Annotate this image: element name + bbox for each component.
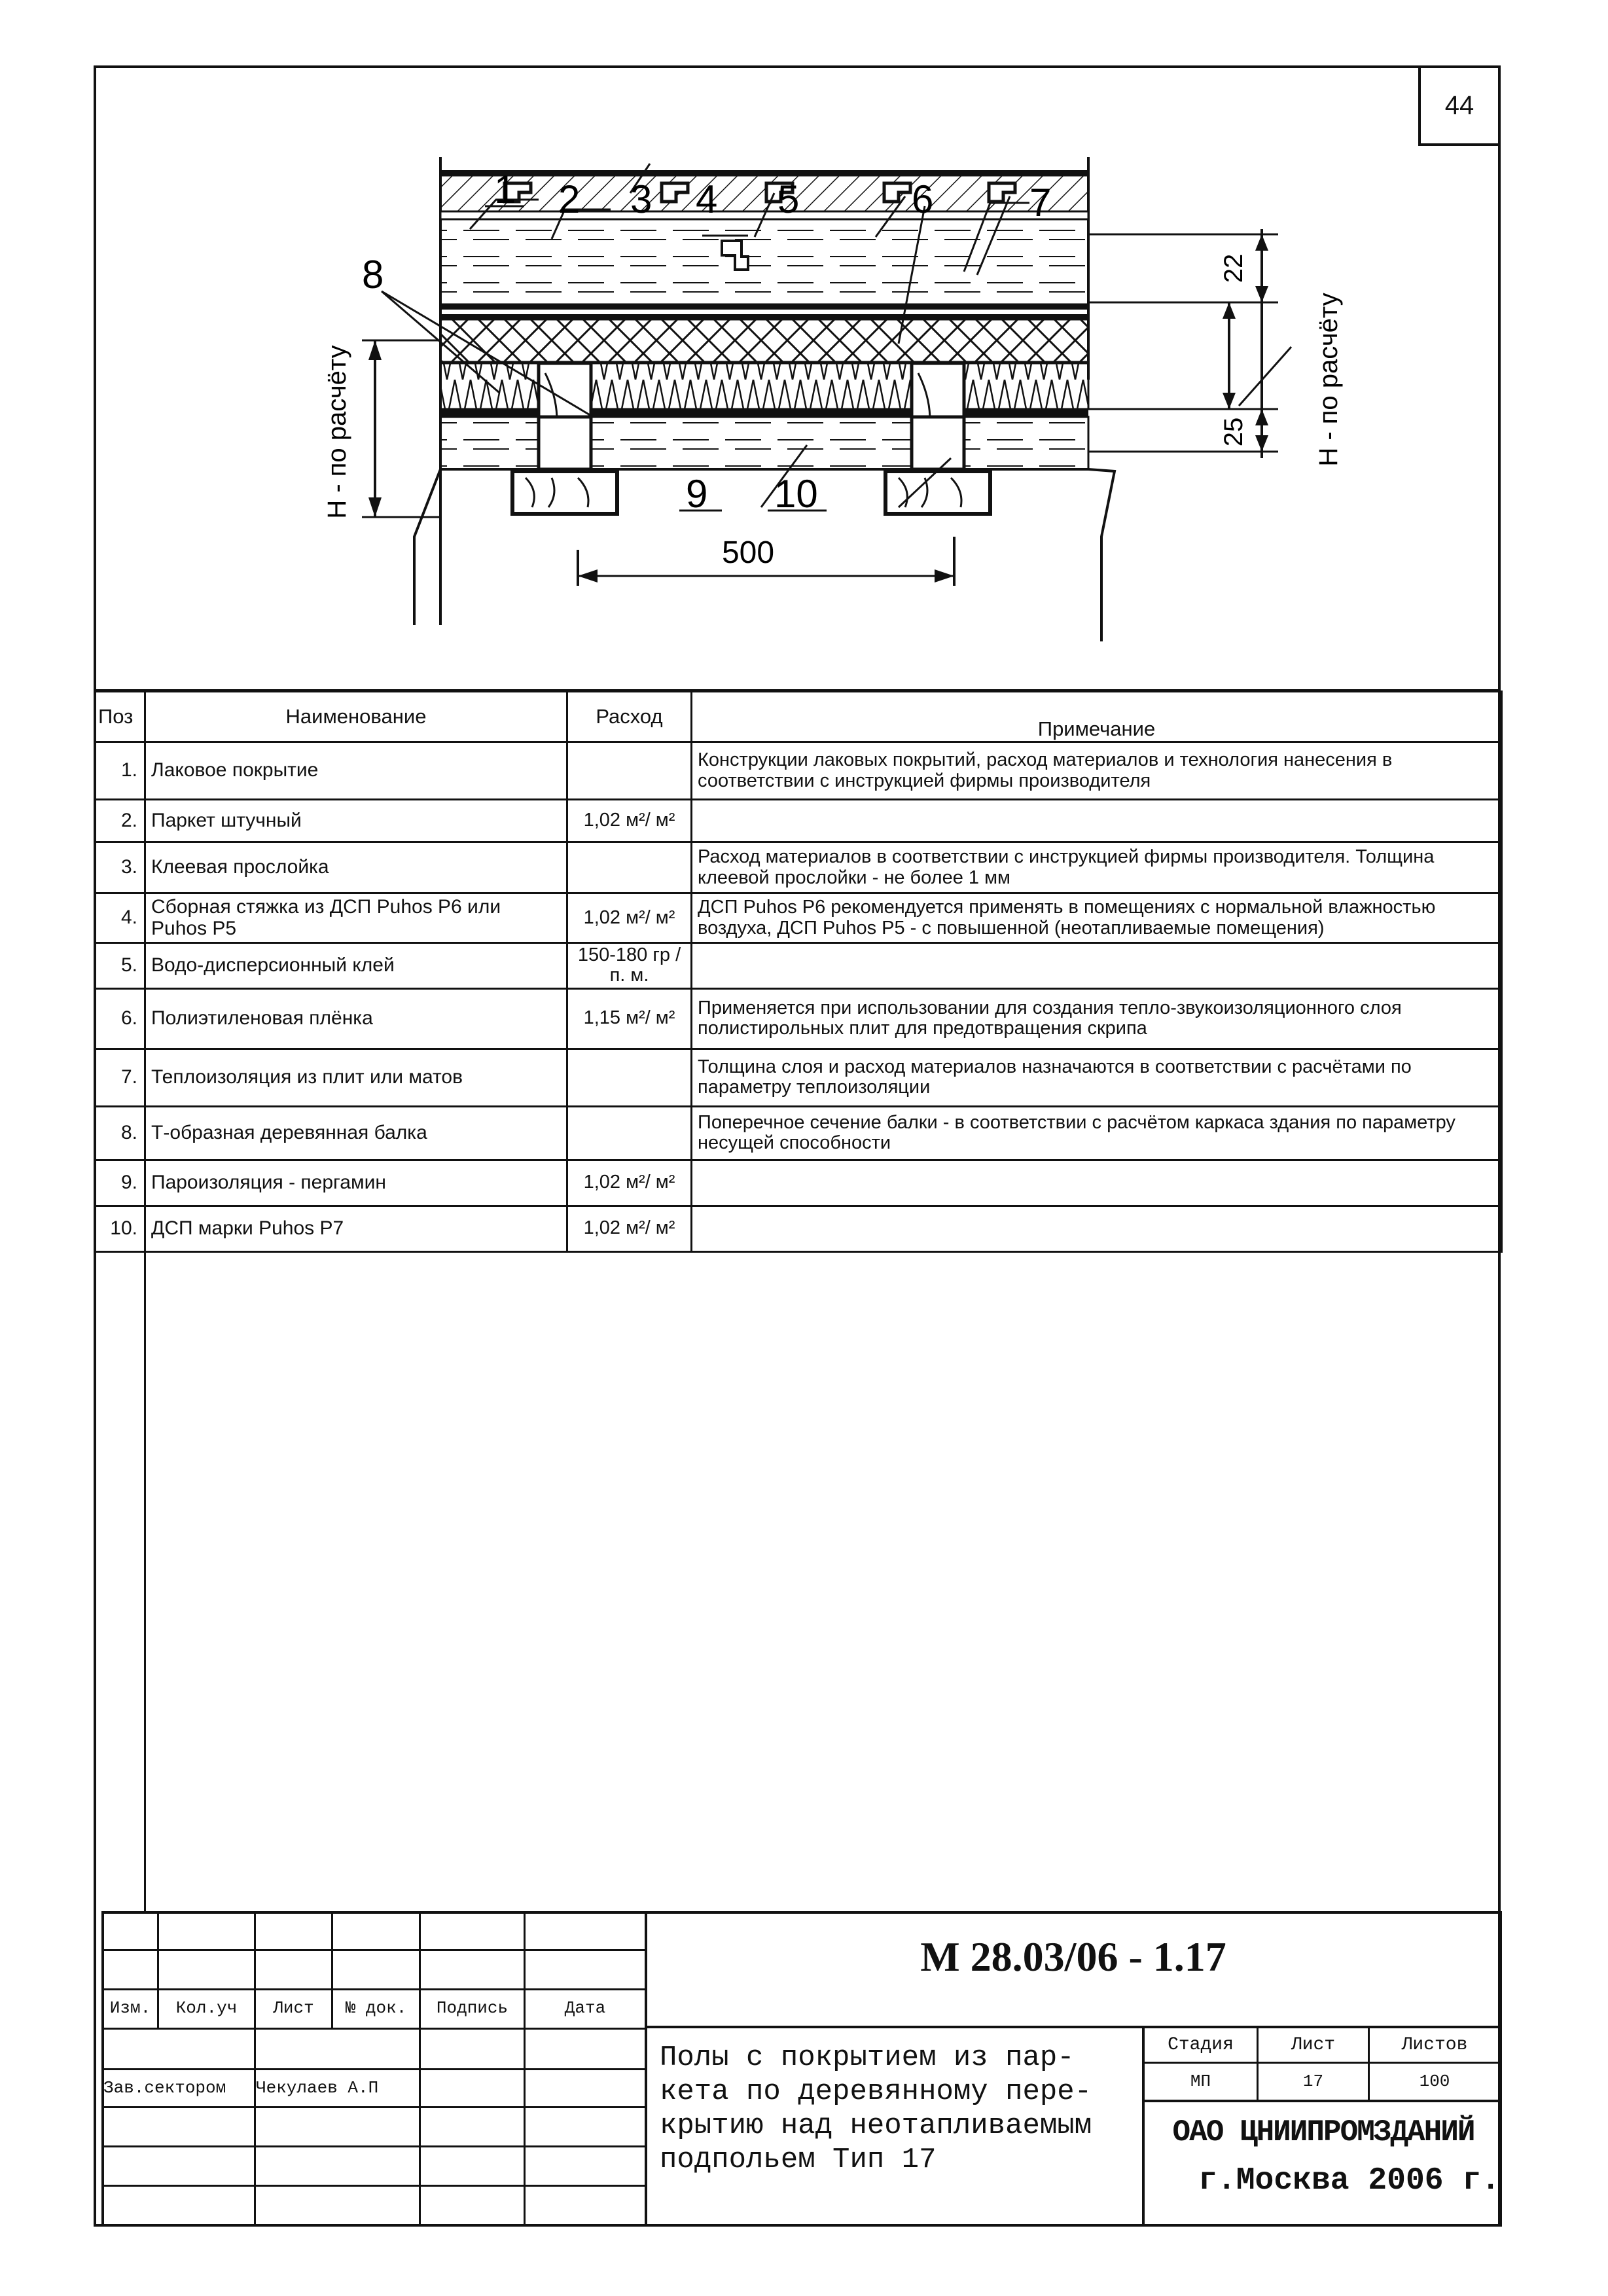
table-header-row xyxy=(95,692,1502,742)
row-pos: 10. xyxy=(95,1206,145,1251)
row-name: Лаковое покрытие xyxy=(145,742,567,800)
specification-table xyxy=(94,691,1503,1253)
label-data: Дата xyxy=(564,1998,606,2018)
sheets-value: 100 xyxy=(1419,2072,1450,2091)
callout-4: 4 xyxy=(696,177,718,221)
drawing-title-line: кета по деревянному пере- xyxy=(660,2075,1092,2108)
organization-city-year: г.Москва 2006 г. xyxy=(1198,2163,1500,2198)
row-qty: 1,02 м²/ м² xyxy=(567,800,692,842)
row-pos: 8. xyxy=(95,1106,145,1160)
callout-8: 8 xyxy=(362,253,384,296)
dim-22-label: 22 xyxy=(1219,253,1248,283)
h-label-right: H - по расчёту xyxy=(1314,293,1343,467)
callout-7: 7 xyxy=(1029,181,1052,224)
row-pos: 7. xyxy=(95,1049,145,1106)
callout-3: 3 xyxy=(630,177,652,221)
h-label-left: H - по расчёту xyxy=(323,345,351,519)
row-pos: 6. xyxy=(95,988,145,1049)
person-name: Чекулаев А.П xyxy=(256,2078,379,2098)
header-name: Наименование xyxy=(145,692,567,742)
row-qty: 1,02 м²/ м² xyxy=(567,1206,692,1251)
row-qty: 1,02 м²/ м² xyxy=(567,1160,692,1206)
row-pos: 5. xyxy=(95,943,145,989)
table-row xyxy=(95,943,1502,989)
sheet-value: 17 xyxy=(1302,2072,1324,2091)
document-code: М 28.03/06 - 1.17 xyxy=(920,1933,1226,1980)
sheets-label: Листов xyxy=(1401,2035,1468,2055)
row-note: Конструкции лаковых покрытий, расход материалов и технология нанесения в соответствии с инструкцией фирмы производителя xyxy=(692,742,1502,800)
row-pos: 3. xyxy=(95,842,145,893)
header-note: Примечание xyxy=(692,692,1502,742)
row-name: Сборная стяжка из ДСП Puhos P6 или Puhos P5 xyxy=(145,893,567,943)
callout-6: 6 xyxy=(912,177,934,221)
table-row xyxy=(95,893,1502,943)
role-label: Зав.сектором xyxy=(103,2078,226,2098)
label-podpis: Подпись xyxy=(436,1998,509,2018)
table-row xyxy=(95,1049,1502,1106)
table-row xyxy=(95,1206,1502,1251)
row-qty xyxy=(567,1049,692,1106)
label-n-dok: № док. xyxy=(345,1998,407,2018)
callout-10: 10 xyxy=(774,472,818,516)
label-izm: Изм. xyxy=(109,1998,151,2018)
callout-2: 2 xyxy=(558,177,581,221)
row-note: ДСП Puhos P6 рекомендуется применять в помещениях с нормальной влажностью воздуха, ДСП Puhos P5 - с повышенной (неотапливаемые помещения) xyxy=(692,893,1502,943)
row-name: Пароизоляция - пергамин xyxy=(145,1160,567,1206)
row-pos: 2. xyxy=(95,800,145,842)
row-note xyxy=(692,943,1502,989)
table-row xyxy=(95,742,1502,800)
callout-1: 1 xyxy=(494,168,516,211)
frame-divider xyxy=(144,1250,146,1911)
header-pos: Поз xyxy=(95,692,145,742)
dim-25-label: 25 xyxy=(1219,417,1248,447)
label-list: Лист xyxy=(273,1998,314,2018)
dim-500-label: 500 xyxy=(721,535,775,570)
sheet-number: 44 xyxy=(1418,65,1501,146)
row-note xyxy=(692,1206,1502,1251)
dim-500 xyxy=(578,535,954,586)
header-qty: Расход xyxy=(567,692,692,742)
row-qty: 1,15 м²/ м² xyxy=(567,988,692,1049)
drawing-title-line: Полы с покрытием из пар- xyxy=(660,2041,1075,2074)
stage-label: Стадия xyxy=(1168,2035,1234,2055)
row-qty: 1,02 м²/ м² xyxy=(567,893,692,943)
row-qty xyxy=(567,842,692,893)
drawing-title-line: подпольем Тип 17 xyxy=(660,2144,937,2176)
callout-9: 9 xyxy=(686,472,708,516)
drawing-title xyxy=(660,2041,1141,2177)
row-name: ДСП марки Puhos P7 xyxy=(145,1206,567,1251)
drawing-title-line: крытию над неотапливаемым xyxy=(660,2109,1092,2142)
row-pos: 9. xyxy=(95,1160,145,1206)
row-pos: 4. xyxy=(95,893,145,943)
organization-name: ОАО ЦНИИПРОМЗДАНИЙ xyxy=(1172,2115,1474,2149)
table-row xyxy=(95,842,1502,893)
row-note: Поперечное сечение балки - в соответствии с расчётом каркаса здания по параметру несущей способности xyxy=(692,1106,1502,1160)
label-kol-uch: Кол.уч xyxy=(175,1998,238,2018)
row-name: Паркет штучный xyxy=(145,800,567,842)
row-pos: 1. xyxy=(95,742,145,800)
row-name: Полиэтиленовая плёнка xyxy=(145,988,567,1049)
row-note xyxy=(692,1160,1502,1206)
table-row xyxy=(95,988,1502,1049)
table-row xyxy=(95,1160,1502,1206)
row-name: Клеевая прослойка xyxy=(145,842,567,893)
stage-value: МП xyxy=(1190,2072,1211,2091)
row-note: Толщина слоя и расход материалов назначаются в соответствии с расчётами по параметру теплоизоляции xyxy=(692,1049,1502,1106)
row-name: Т-образная деревянная балка xyxy=(145,1106,567,1160)
row-name: Водо-дисперсионный клей xyxy=(145,943,567,989)
row-name: Теплоизоляция из плит или матов xyxy=(145,1049,567,1106)
row-note: Применяется при использовании для создания тепло-звукоизоляционного слоя полистирольных плит для предотвращения скрипа xyxy=(692,988,1502,1049)
row-qty xyxy=(567,742,692,800)
row-qty: 150-180 гр /п. м. xyxy=(567,943,692,989)
table-row xyxy=(95,1106,1502,1160)
row-qty xyxy=(567,1106,692,1160)
sheet-label: Лист xyxy=(1291,2035,1336,2055)
row-note xyxy=(692,800,1502,842)
table-row xyxy=(95,800,1502,842)
row-note: Расход материалов в соответствии с инструкцией фирмы производителя. Толщина клеевой прослойки - не более 1 мм xyxy=(692,842,1502,893)
floor-section-drawing xyxy=(94,65,1501,691)
callout-5: 5 xyxy=(777,177,800,221)
